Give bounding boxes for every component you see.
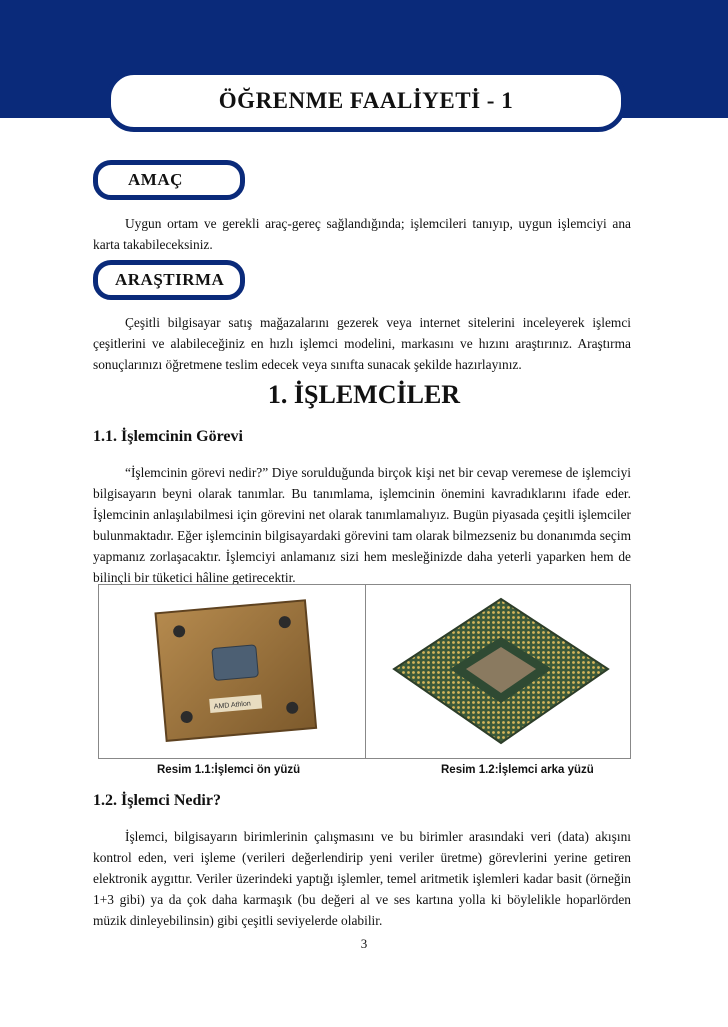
- activity-banner: [106, 70, 626, 132]
- activity-title: ÖĞRENME FAALİYETİ - 1: [218, 88, 514, 113]
- cpu-back-image: [365, 585, 632, 758]
- amac-paragraph: [93, 213, 631, 255]
- arastirma-box: [93, 260, 245, 300]
- subsection-title-2: 1.2. İşlemci Nedir?: [93, 792, 221, 809]
- amac-label: AMAÇ: [128, 170, 183, 189]
- amac-box: [93, 160, 245, 200]
- arastirma-label: ARAŞTIRMA: [115, 270, 225, 289]
- section-title: 1. İŞLEMCİLER: [267, 380, 461, 409]
- figure-caption-1: Resim 1.1:İşlemci ön yüzü: [157, 764, 301, 776]
- cpu-back-illustration: [366, 585, 632, 758]
- figure-table: [98, 584, 631, 759]
- arastirma-text: Çeşitli bilgisayar satış mağazalarını gezerek veya internet sitelerini inceleyerek işlemci çeşitlerini ve alabileceğiniz en hızlı işlemci modelini, markasını ve hızını araştırınız. Araştırma sonuçlarınızı öğretmene teslim edecek veya sınıfta sunacak şekilde hazırlayınız.: [93, 315, 631, 372]
- chip-label: AMD Athlon: [213, 700, 252, 711]
- subsection-text-1: “İşlemcinin görevi nedir?” Diye sorulduğunda birçok kişi net bir cevap veremese de işlemciyi bilgisayarın beyni olarak tanımlar. Bu tanımlama, işlemcinin önemini kavradıklarını ifade eder. İşlemcinin anlaşılabilmesi için görevini net olarak tanımlamalıyız. Bugün piyasada çeşitli işlemciler bulunmaktadır. Eğer işlemcinin bilgisayardaki görevini tam olarak bilmezseniz bu donanımda seçim yapmanız zorlaşacaktır. İşlemciyi anlamanız sizi hem mesleğinizde daha yeterli yaparken hem de bilinçli bir tüketici hâline getirecektir.: [93, 465, 631, 585]
- subsection-paragraph-2: [93, 826, 631, 931]
- subsection-paragraph-1: [93, 462, 631, 588]
- page-number: 3: [360, 936, 368, 951]
- figure-caption-2: Resim 1.2:İşlemci arka yüzü: [441, 764, 594, 776]
- arastirma-paragraph: [93, 312, 631, 375]
- subsection-title-1: 1.1. İşlemcinin Görevi: [93, 428, 243, 445]
- cpu-front-illustration: [99, 585, 365, 758]
- amac-text: Uygun ortam ve gerekli araç-gereç sağlandığında; işlemcileri tanıyıp, uygun işlemciyi ana karta takabileceksiniz.: [93, 216, 631, 252]
- cpu-front-image: [99, 585, 365, 758]
- subsection-text-2: İşlemci, bilgisayarın birimlerinin çalışmasını ve bu birimler arasındaki veri (data) akışını kontrol eden, veri işleme (verileri değerlendirip yeni veriler üretme) görevlerini yerine getiren elektronik aygıttır. Veriler üzerindeki yaptığı işlemler, temel aritmetik işlemleri kadar basit (örneğin 1+3 gibi) ya da çok daha karmaşık (bu değeri al ve ses kartına yolla ki böylelikle hoparlörden müzik dinleyebilinsin) gibi çeşitli seviyelerde olabilir.: [93, 829, 631, 928]
